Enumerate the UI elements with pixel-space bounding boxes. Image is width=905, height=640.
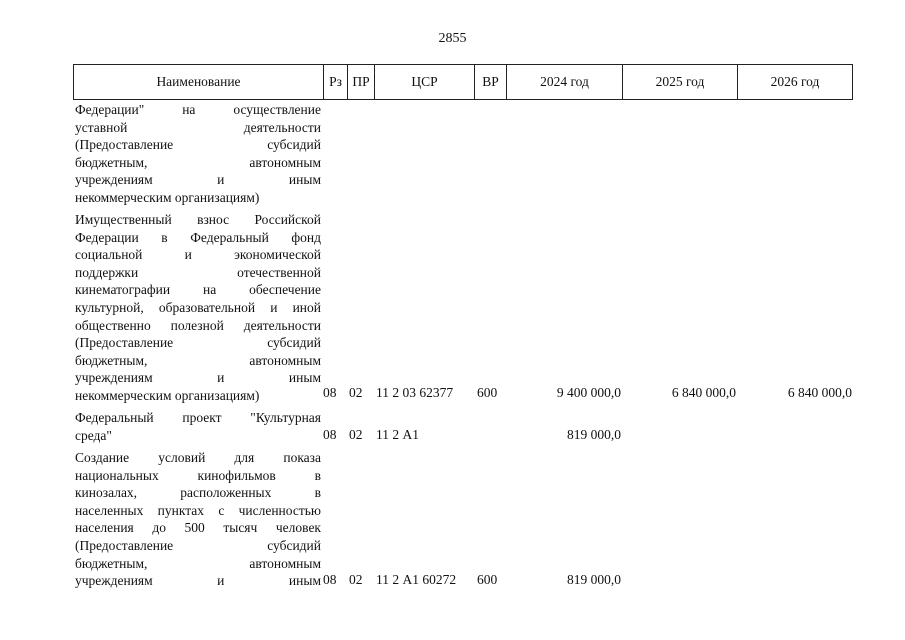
- row-name-line: Федерации" на осуществление: [75, 102, 321, 117]
- header-vr: ВР: [475, 65, 507, 99]
- row-name-line: Имущественный взнос Российской: [75, 212, 321, 227]
- header-2025: 2025 год: [623, 65, 738, 99]
- row-name: [75, 449, 321, 590]
- row-name-line: (Предоставление субсидий: [75, 537, 321, 553]
- row-name-line: учреждениям и иным: [75, 370, 321, 386]
- row-csr: 11 2 А1 60272: [376, 572, 457, 587]
- row-csr: 11 2 03 62377: [376, 385, 454, 400]
- row-name-line: культурной, образовательной и иной: [75, 299, 321, 315]
- row-rz: 08: [323, 385, 337, 400]
- row-2024: 819 000,0: [567, 427, 621, 442]
- row-2026: 6 840 000,0: [787, 385, 852, 400]
- header-rz: Рз: [324, 65, 348, 99]
- row-csr: 11 2 А1: [376, 427, 419, 442]
- row-rz: 08: [323, 572, 337, 587]
- row-name-line: социальной и экономической: [75, 247, 321, 263]
- row-name-line: населения до 500 тысяч человек: [75, 520, 321, 536]
- row-pr: 02: [349, 427, 363, 442]
- row-vr: 600: [477, 572, 498, 587]
- header-2024: 2024 год: [507, 65, 623, 99]
- row-name-line: Федерации в Федеральный фонд: [75, 229, 321, 245]
- table-header: [73, 64, 853, 100]
- row-name-line: Федеральный проект "Культурная: [75, 410, 321, 425]
- row-vr: 600: [477, 385, 498, 400]
- row-name-line: (Предоставление субсидий: [75, 137, 321, 153]
- header-csr: ЦСР: [375, 65, 475, 99]
- row-name-line: некоммерческим организациям): [75, 189, 260, 205]
- row-pr: 02: [349, 385, 363, 400]
- row-2025: 6 840 000,0: [671, 385, 736, 400]
- row-name-line: поддержки отечественной: [75, 264, 321, 280]
- row-name-line: населенных пунктах с численностью: [75, 502, 321, 518]
- row-name-line: среда": [75, 427, 112, 443]
- row-name-line: бюджетным, автономным: [75, 555, 321, 571]
- row-name-line: Создание условий для показа: [75, 450, 321, 465]
- header-2026: 2026 год: [770, 74, 820, 89]
- header-name: Наименование: [74, 65, 324, 99]
- row-name-line: общественно полезной деятельности: [75, 317, 321, 333]
- row-name-line: некоммерческим организациям): [75, 387, 260, 403]
- row-name: [75, 211, 321, 405]
- row-name: [75, 101, 321, 207]
- row-name-line: национальных кинофильмов в: [75, 467, 321, 483]
- row-name-line: бюджетным, автономным: [75, 154, 321, 170]
- row-name-line: учреждениям и иным: [75, 172, 321, 188]
- row-name-line: бюджетным, автономным: [75, 352, 321, 368]
- row-2024: 9 400 000,0: [556, 385, 621, 400]
- row-pr: 02: [349, 572, 363, 587]
- row-name-line: кинозалах, расположенных в: [75, 485, 321, 501]
- row-name-line: уставной деятельности: [75, 119, 321, 135]
- row-name: [75, 409, 321, 444]
- row-name-line: кинематографии на обеспечение: [75, 282, 321, 298]
- row-rz: 08: [323, 427, 337, 442]
- page-number: 2855: [438, 31, 467, 46]
- row-name-line: (Предоставление субсидий: [75, 335, 321, 351]
- row-2024: 819 000,0: [567, 572, 621, 587]
- header-pr: ПР: [348, 65, 375, 99]
- row-name-line: учреждениям и иным: [75, 573, 321, 589]
